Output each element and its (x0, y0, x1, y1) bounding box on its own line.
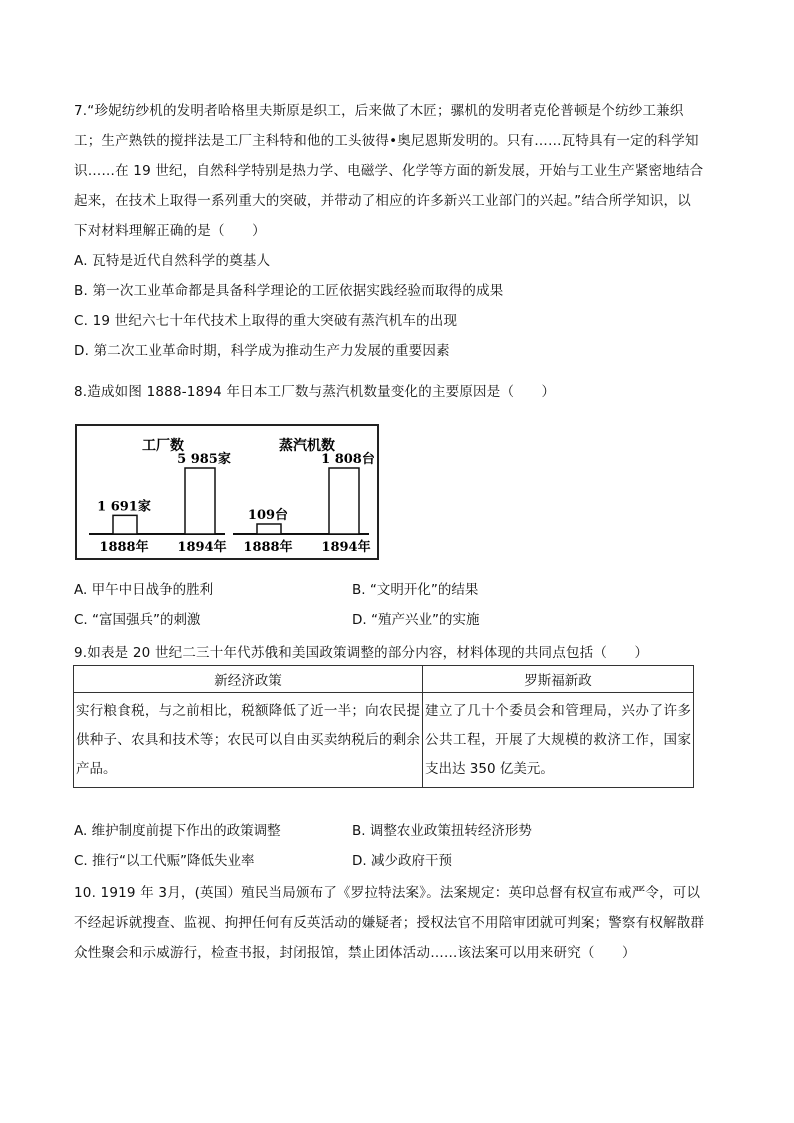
q8-option-d[interactable]: D. “殖产兴业”的实施 (352, 612, 480, 628)
chart-category-label: 1888年 (99, 540, 149, 555)
q9-option-c[interactable]: C. 推行“以工代赈”降低失业率 (74, 853, 255, 869)
chart-category-label: 1888年 (243, 540, 293, 555)
q9-option-d[interactable]: D. 减少政府干预 (352, 853, 452, 869)
q10-stem-line: 不经起诉就搜查、监视、拘押任何有反英活动的嫌疑者；授权法官不用陪审团就可判案；警察有权解散群 (74, 915, 705, 931)
q10-stem-line: 众性聚会和示威游行，检查书报，封闭报馆，禁止团体活动……该法案可以用来研究（ ） (74, 945, 636, 961)
q7-stem-line: 识……在 19 世纪，自然科学特别是热力学、电磁学、化学等方面的新发展，开始与工业生产紧密地结合 (74, 163, 704, 179)
table-cell-nep: 实行粮食税，与之前相比，税额降低了近一半；向农民提供种子、农具和技术等；农民可以自由买卖纳税后的剩余产品。 (74, 693, 423, 788)
chart-bar (185, 468, 215, 534)
q9-option-a[interactable]: A. 维护制度前提下作出的政策调整 (74, 823, 281, 839)
question-10 (74, 878, 724, 968)
q8-option-c[interactable]: C. “富国强兵”的刺激 (74, 612, 201, 628)
chart-data-label: 109台 (247, 508, 289, 523)
question-7 (74, 96, 724, 366)
q7-stem-line: 起来，在技术上取得一系列重大的突破，并带动了相应的许多新兴工业部门的兴起。”结合所学知识，以 (74, 193, 691, 209)
chart-data-label: 5 985家 (177, 452, 231, 467)
q8-stem: 8.造成如图 1888-1894 年日本工厂数与蒸汽机数量变化的主要原因是（ ） (74, 384, 556, 400)
table-header-row (74, 666, 694, 693)
chart-bar (329, 468, 359, 534)
chart-svg (77, 426, 377, 558)
japan-factory-chart (75, 424, 379, 560)
q7-option-b[interactable]: B. 第一次工业革命都是具备科学理论的工匠依据实践经验而取得的成果 (74, 283, 504, 299)
chart-bar (257, 524, 281, 534)
q7-stem-line: 7.“珍妮纺纱机的发明者哈格里夫斯原是织工，后来做了木匠；骡机的发明者克伦普顿是个纺纱工兼织 (74, 103, 684, 119)
q7-stem-line: 下对材料理解正确的是（ ） (74, 223, 266, 239)
policy-table (73, 665, 694, 788)
q7-option-a[interactable]: A. 瓦特是近代自然科学的奠基人 (74, 253, 271, 269)
chart-title: 蒸汽机数 (279, 438, 335, 454)
chart-category-label: 1894年 (321, 540, 371, 555)
table-header-nep: 新经济政策 (74, 666, 423, 693)
table-cell-new-deal: 建立了几十个委员会和管理局，兴办了许多公共工程，开展了大规模的救济工作，国家支出达 350 亿美元。 (423, 693, 694, 788)
chart-title: 工厂数 (142, 438, 184, 454)
table-row (74, 693, 694, 788)
q7-option-d[interactable]: D. 第二次工业革命时期，科学成为推动生产力发展的重要因素 (74, 343, 450, 359)
q9-option-b[interactable]: B. 调整农业政策扭转经济形势 (352, 823, 532, 839)
q7-option-c[interactable]: C. 19 世纪六七十年代技术上取得的重大突破有蒸汽机车的出现 (74, 313, 458, 329)
q8-option-b[interactable]: B. “文明开化”的结果 (352, 582, 479, 598)
q7-stem-line: 工；生产熟铁的搅拌法是工厂主科特和他的工头彼得•奥尼恩斯发明的。只有……瓦特具有一定的科学知 (74, 133, 699, 149)
chart-data-label: 1 691家 (97, 499, 151, 515)
q8-option-a[interactable]: A. 甲午中日战争的胜利 (74, 582, 214, 598)
q10-stem-line: 10. 1919 年 3月，(英国）殖民当局颁布了《罗拉特法案》。法案规定：英印总督有权宣布戒严令，可以 (74, 885, 701, 901)
chart-data-label: 1 808台 (321, 452, 375, 467)
chart-category-label: 1894年 (177, 540, 227, 555)
chart-bar (113, 515, 137, 534)
table-header-new-deal: 罗斯福新政 (423, 666, 694, 693)
q9-stem: 9.如表是 20 世纪二三十年代苏俄和美国政策调整的部分内容，材料体现的共同点包括（ ） (74, 645, 649, 661)
